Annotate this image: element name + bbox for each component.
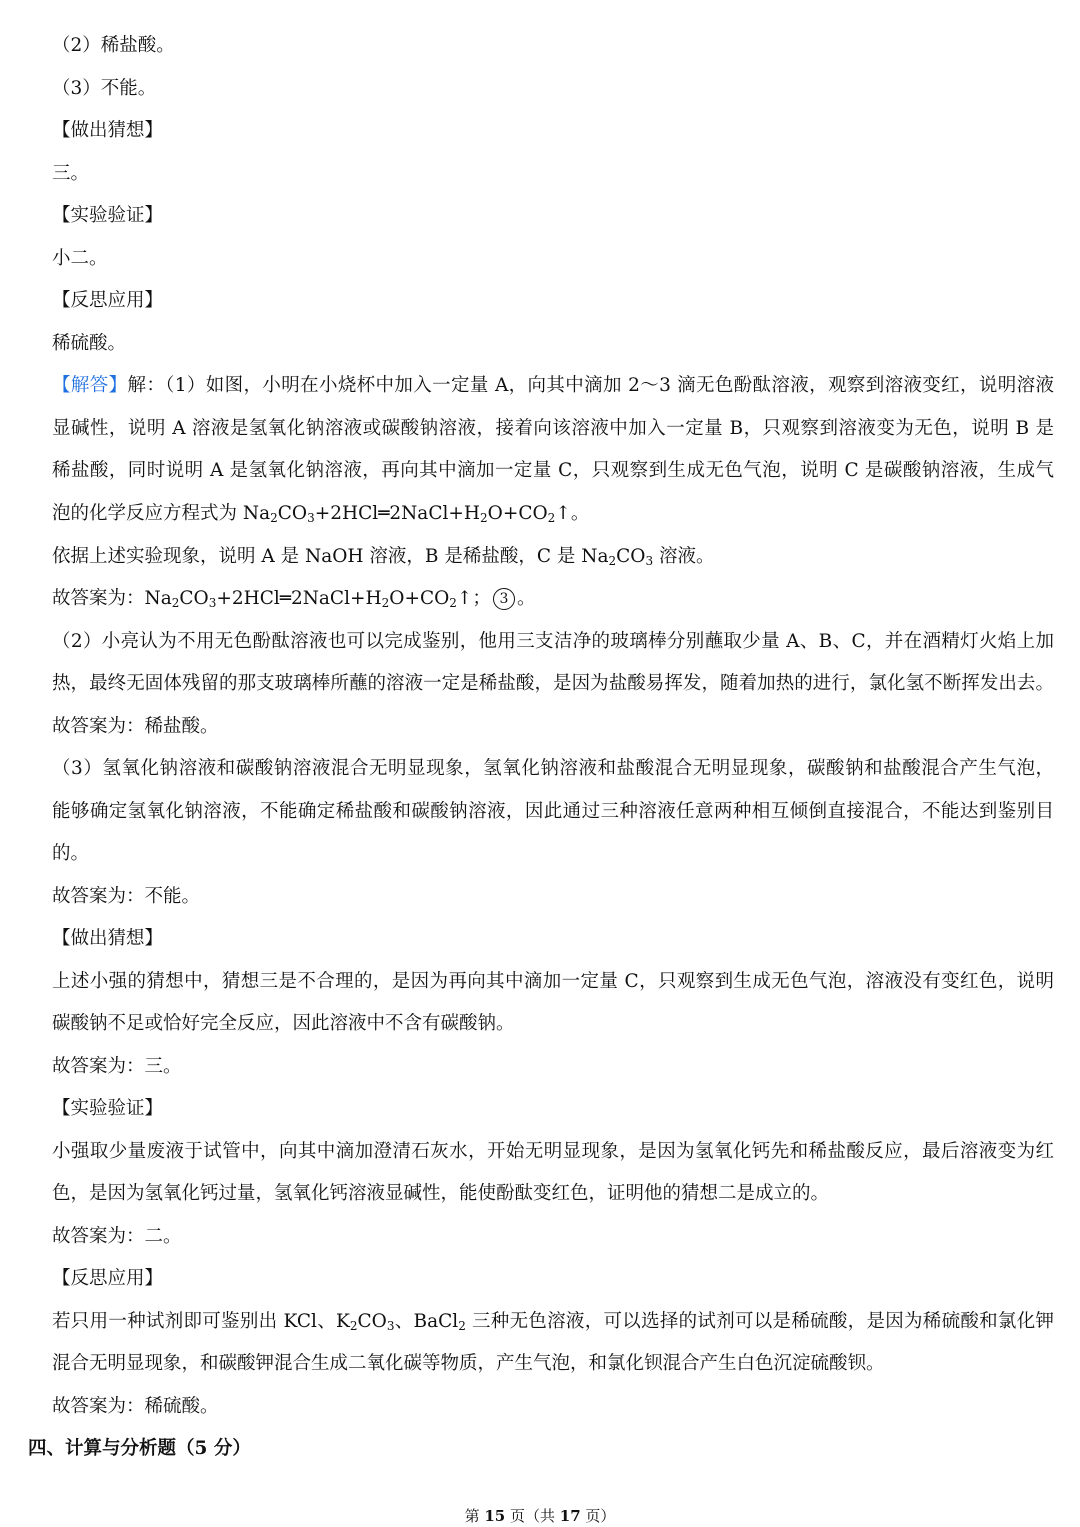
heading-verify: 【实验验证】 — [52, 205, 164, 226]
verify-answer: 小二。 — [52, 248, 108, 269]
answer-line-2: 故答案为：稀盐酸。 — [52, 716, 219, 737]
analysis-line-3: 稀盐酸，同时说明 A 是氢氧化钠溶液，再向其中滴加一定量 C，只观察到生成无色气泡，说明 C 是碳酸钠溶液，生成气 — [52, 460, 1054, 481]
circled-number: 3 — [493, 588, 515, 610]
guess-line-2: 碳酸钠不足或恰好完全反应，因此溶液中不含有碳酸钠。 — [52, 1013, 515, 1034]
analysis-tag: 【解答】 — [52, 375, 128, 396]
answer-3: （3）不能。 — [52, 78, 157, 99]
page-number: 15 — [484, 1507, 506, 1525]
part3-line-2: 能够确定氢氧化钠溶液，不能确定稀盐酸和碳酸钠溶液，因此通过三种溶液任意两种相互倾倒直接混合，不能达到鉴别目 — [52, 801, 1054, 822]
part3-line-1: （3）氢氧化钠溶液和碳酸钠溶液混合无明显现象，氢氧化钠溶液和盐酸混合无明显现象，碳酸钠和盐酸混合产生气泡， — [52, 758, 1054, 779]
equation-line: 泡的化学反应方程式为 $Na_2CO_3+2HCl═2NaCl+H_2O+CO_2↑$。 — [52, 503, 590, 525]
reflect-line-1: 若只用一种试剂即可鉴别出 KCl、$K_2CO_3$、BaCl$_2$ 三种无色溶液，可以选择的试剂可以是稀硫酸，是因为稀硫酸和氯化钾 — [52, 1311, 1054, 1333]
answer-line-6: 故答案为：稀硫酸。 — [52, 1396, 219, 1417]
section-heading: 四、计算与分析题（5 分） — [28, 1438, 251, 1459]
analysis-line-1: 【解答】解：（1）如图，小明在小烧杯中加入一定量 A，向其中滴加 2～3 滴无色酚酞溶液，观察到溶液变红，说明溶液 — [52, 375, 1054, 396]
heading-guess: 【做出猜想】 — [52, 120, 164, 141]
answer-2: （2）稀盐酸。 — [52, 35, 175, 56]
verify-line-2: 色，是因为氢氧化钙过量，氢氧化钙溶液显碱性，能使酚酞变红色，证明他的猜想二是成立的。 — [52, 1183, 830, 1204]
answer-line-1: 故答案为：$Na_2CO_3+2HCl═2NaCl+H_2O+CO_2↑$； 3 。 — [52, 588, 536, 610]
guess-line-1: 上述小强的猜想中，猜想三是不合理的，是因为再向其中滴加一定量 C，只观察到生成无色气泡，溶液没有变红色，说明 — [52, 971, 1054, 992]
verify-line-1: 小强取少量废液于试管中，向其中滴加澄清石灰水，开始无明显现象，是因为氢氧化钙先和稀盐酸反应，最后溶液变为红 — [52, 1141, 1054, 1162]
analysis-line-2: 显碱性，说明 A 溶液是氢氧化钠溶液或碳酸钠溶液，接着向该溶液中加入一定量 B，只观察到溶液变为无色，说明 B 是 — [52, 418, 1054, 439]
heading-guess-2: 【做出猜想】 — [52, 928, 164, 949]
guess-answer: 三。 — [52, 163, 90, 184]
page-total: 17 — [559, 1507, 581, 1525]
answer-line-4: 故答案为：三。 — [52, 1056, 182, 1077]
answer-line-3: 故答案为：不能。 — [52, 886, 201, 907]
reflect-line-2: 混合无明显现象，和碳酸钾混合生成二氧化碳等物质，产生气泡，和氯化钡混合产生白色沉淀硫酸钡。 — [52, 1353, 885, 1374]
page-footer: 第 15 页（共 17 页） — [464, 1507, 616, 1525]
conclusion-line: 依据上述实验现象，说明 A 是 NaOH 溶液，B 是稀盐酸，C 是 $Na_2CO_3$ 溶液。 — [52, 546, 715, 568]
reflect-answer: 稀硫酸。 — [52, 333, 127, 354]
heading-verify-2: 【实验验证】 — [52, 1098, 164, 1119]
answer-line-5: 故答案为：二。 — [52, 1226, 182, 1247]
part2-line-1: （2）小亮认为不用无色酚酞溶液也可以完成鉴别，他用三支洁净的玻璃棒分别蘸取少量 A、B、C，并在酒精灯火焰上加 — [52, 631, 1054, 652]
heading-reflect-2: 【反思应用】 — [52, 1268, 164, 1289]
part3-line-3: 的。 — [52, 843, 90, 864]
heading-reflect: 【反思应用】 — [52, 290, 164, 311]
part2-line-2: 热，最终无固体残留的那支玻璃棒所蘸的溶液一定是稀盐酸，是因为盐酸易挥发，随着加热的进行，氯化氢不断挥发出去。 — [52, 673, 1054, 694]
